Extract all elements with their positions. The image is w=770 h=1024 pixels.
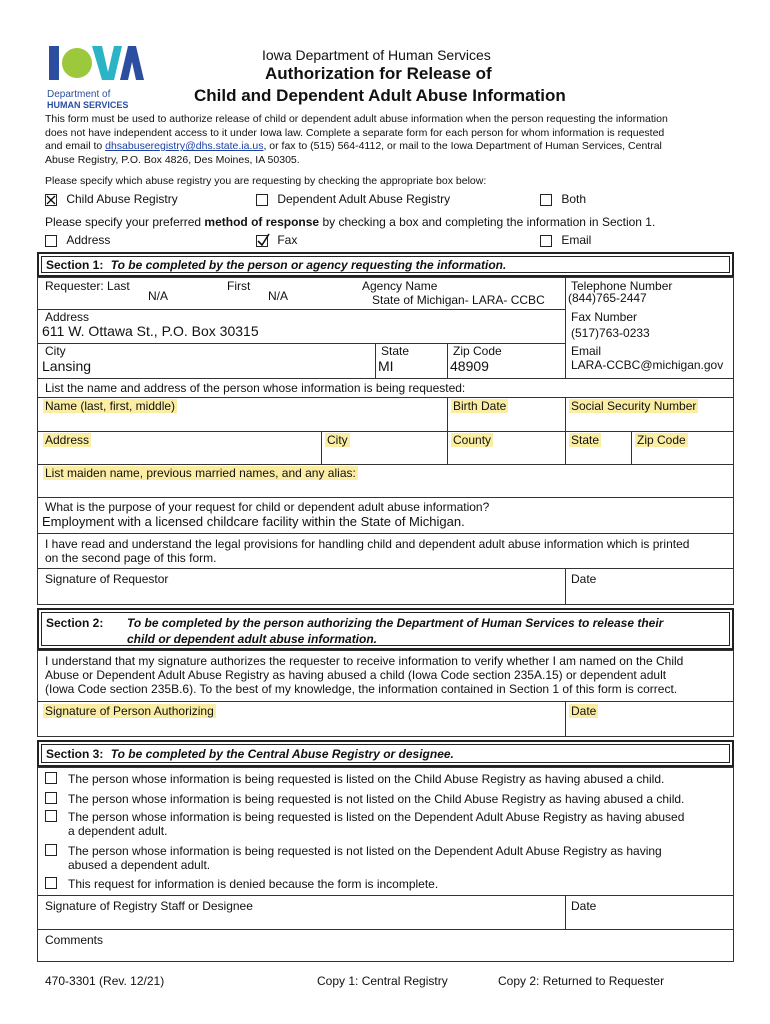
requester-last-value[interactable]: N/A (148, 289, 169, 303)
subject-list-prompt: List the name and address of the person whose information is being requested: (45, 381, 466, 395)
intro-text (45, 113, 735, 167)
checkbox-address[interactable] (45, 235, 57, 247)
city-value[interactable]: Lansing (42, 358, 92, 374)
copy-2-note: Copy 2: Returned to Requester (498, 974, 665, 988)
response-option-fax[interactable] (256, 233, 297, 247)
section2-title-2: child or dependent adult abuse information. (127, 632, 378, 646)
result-line-2: abused a dependent adult. (68, 858, 211, 872)
authorizer-date-field[interactable] (569, 704, 598, 718)
form-number: 470-3301 (Rev. 12/21) (45, 974, 165, 988)
telephone-value[interactable]: (844)765-2447 (568, 291, 647, 305)
registry-option-both[interactable] (540, 192, 586, 206)
intro-line-3b: , or fax to (515) 564-4112, or mail to the Iowa Department of Human Services, Central (263, 140, 662, 152)
section2-header (37, 608, 734, 650)
intro-line-2: does not have independent access to it under Iowa law. Complete a separate form for each person for whom information is requested (45, 126, 665, 139)
response-option-label: Fax (277, 233, 298, 247)
purpose-label: What is the purpose of your request for child or dependent adult abuse information? (45, 500, 490, 514)
agency-name: Iowa Department of Human Services (262, 47, 491, 63)
registry-result-item[interactable] (45, 792, 725, 806)
section1-label: Section 1: (46, 258, 104, 272)
result-line-1: The person whose information is being requested is not listed on the Child Abuse Registry as having abused a child. (68, 792, 685, 806)
checkbox-both-registry[interactable] (540, 194, 552, 206)
requester-last-label: Requester: Last (45, 279, 130, 293)
checkbox-email[interactable] (540, 235, 552, 247)
subject-city-field[interactable] (325, 433, 350, 447)
section1-title (46, 258, 506, 272)
consent-line-2: Abuse or Dependent Adult Abuse Registry as having abused a child (Iowa Code section 235A.15) or dependent adult (45, 668, 667, 682)
section2-label: Section 2: (46, 616, 104, 630)
registry-result-item[interactable] (45, 772, 725, 786)
subject-ssn-field[interactable] (569, 399, 698, 413)
state-value[interactable]: MI (378, 358, 394, 374)
purpose-value[interactable]: Employment with a licensed childcare facility within the State of Michigan. (42, 514, 465, 529)
intro-line-3a: and email to (45, 140, 106, 152)
section1-header (37, 252, 734, 277)
legal-line-2: on the second page of this form. (45, 551, 217, 565)
agency-name-label: Agency Name (362, 279, 438, 293)
registry-result-item[interactable] (45, 877, 725, 891)
zip-value[interactable]: 48909 (450, 358, 489, 374)
result-line-1: The person whose information is being requested is listed on the Child Abuse Registry as having abused a child. (68, 772, 665, 786)
intro-line-1: This form must be used to authorize release of child or dependent adult abuse information when the person requesting the information (45, 113, 668, 125)
subject-birthdate-label: Birth Date (453, 399, 507, 413)
state-label: State (381, 344, 410, 358)
subject-name-field[interactable] (43, 399, 177, 413)
telephone-label: Telephone Number (571, 279, 673, 293)
authorizer-date-label: Date (571, 704, 597, 718)
registry-prompt: Please specify which abuse registry you are requesting by checking the appropriate box below: (45, 175, 487, 187)
email-value[interactable]: LARA-CCBC@michigan.gov (571, 358, 724, 372)
checkmark-icon (256, 233, 270, 247)
consent-line-3: (Iowa Code section 235B.6). To the best of my knowledge, the information contained in Section 1 of this form is correct. (45, 682, 678, 696)
result-checkbox[interactable] (45, 772, 57, 784)
authorizer-signature-label: Signature of Person Authorizing (45, 704, 214, 718)
registry-staff-date-field[interactable]: Date (571, 899, 597, 913)
response-option-label: Email (561, 233, 592, 247)
comments-field[interactable]: Comments (45, 933, 104, 947)
logo-word: IOWA (44, 42, 47, 43)
section2-consent-text (45, 654, 683, 696)
checkbox-child-registry[interactable] (45, 194, 57, 206)
form-title-2: Child and Dependent Adult Abuse Information (194, 86, 566, 105)
checkbox-fax[interactable] (256, 235, 268, 247)
registry-email-link[interactable]: dhsabuseregistry@dhs.state.ia.us (105, 140, 264, 152)
response-prompt-b: by checking a box and completing the information in Section 1. (319, 215, 656, 229)
x-mark-icon (46, 195, 56, 205)
form-title-1: Authorization for Release of (265, 64, 492, 83)
subject-zip-field[interactable] (635, 433, 688, 447)
subject-address-field[interactable] (43, 433, 91, 447)
response-prompt-bold: method of response (204, 215, 320, 229)
intro-line-3 (45, 140, 735, 154)
consent-line-1: I understand that my signature authorizes the requester to receive information to verify whether I am named on the Child (45, 654, 684, 668)
registry-option-label: Both (561, 192, 587, 206)
response-option-label: Address (66, 233, 111, 247)
requester-first-value[interactable]: N/A (268, 289, 289, 303)
iowa-logo (44, 42, 144, 110)
result-line-1: The person whose information is being requested is not listed on the Dependent Adult Abuse Registry as having (68, 844, 662, 858)
registry-option-label: Dependent Adult Abuse Registry (277, 192, 451, 206)
result-line-1: The person whose information is being requested is listed on the Dependent Adult Abuse Registry as having abused (68, 810, 685, 824)
legal-statement (45, 537, 689, 565)
fax-value[interactable]: (517)763-0233 (571, 326, 650, 340)
response-option-address[interactable] (45, 233, 110, 247)
logo-sub2: HUMAN SERVICES (47, 100, 129, 110)
section1-title-text: To be completed by the person or agency requesting the information. (110, 258, 507, 272)
response-option-email[interactable] (540, 233, 591, 247)
subject-address-label: Address (45, 433, 90, 447)
subject-state-field[interactable] (569, 433, 601, 447)
fax-label: Fax Number (571, 310, 638, 324)
registry-option-label: Child Abuse Registry (66, 192, 178, 206)
section3-title-text: To be completed by the Central Abuse Registry or designee. (110, 747, 454, 761)
agency-name-value[interactable]: State of Michigan- LARA- CCBC (372, 293, 545, 307)
response-prompt (45, 215, 655, 229)
registry-staff-signature-field[interactable]: Signature of Registry Staff or Designee (45, 899, 253, 913)
registry-option-dependent[interactable] (256, 192, 450, 206)
intro-line-4: Abuse Registry, P.O. Box 4826, Des Moines, IA 50305. (45, 153, 300, 166)
result-checkbox[interactable] (45, 792, 57, 804)
section2-title (127, 616, 663, 646)
zip-label: Zip Code (453, 344, 502, 358)
email-label: Email (571, 344, 602, 358)
authorizer-signature-field[interactable] (43, 704, 216, 718)
checkbox-dependent-registry[interactable] (256, 194, 268, 206)
section2-title-1: To be completed by the person authorizing the Department of Human Services to release their (127, 616, 664, 630)
registry-option-child[interactable] (45, 192, 178, 206)
result-line-1: This request for information is denied because the form is incomplete. (68, 877, 439, 891)
subject-ssn-label: Social Security Number (571, 399, 697, 413)
section3-header (37, 740, 734, 767)
city-label: City (45, 344, 66, 358)
logo-mark (44, 42, 144, 84)
subject-zip-label: Zip Code (637, 433, 686, 447)
section3-title (46, 747, 454, 761)
result-checkbox[interactable] (45, 844, 57, 856)
result-checkbox[interactable] (45, 877, 57, 889)
subject-birthdate-field[interactable] (451, 399, 508, 413)
address-label: Address (45, 310, 90, 324)
maiden-name-field[interactable] (43, 466, 358, 480)
subject-name-label: Name (last, first, middle) (45, 399, 176, 413)
maiden-name-label: List maiden name, previous married names, and any alias: (45, 466, 356, 480)
subject-county-field[interactable] (451, 433, 493, 447)
result-checkbox[interactable] (45, 810, 57, 822)
subject-county-label: County (453, 433, 492, 447)
subject-city-label: City (327, 433, 348, 447)
requester-first-label: First (227, 279, 251, 293)
result-line-2: a dependent adult. (68, 824, 168, 838)
requestor-signature-field[interactable]: Signature of Requestor (45, 572, 169, 586)
registry-result-item[interactable] (45, 810, 725, 838)
legal-line-1: I have read and understand the legal provisions for handling child and dependent adult abuse information which is printed (45, 537, 690, 551)
copy-1-note: Copy 1: Central Registry (317, 974, 448, 988)
registry-result-item[interactable] (45, 844, 725, 872)
requestor-date-field[interactable]: Date (571, 572, 597, 586)
section3-label: Section 3: (46, 747, 104, 761)
response-prompt-a: Please specify your preferred (45, 215, 205, 229)
address-value[interactable]: 611 W. Ottawa St., P.O. Box 30315 (42, 323, 259, 339)
subject-state-label: State (571, 433, 600, 447)
logo-sub1: Department of (47, 89, 111, 100)
